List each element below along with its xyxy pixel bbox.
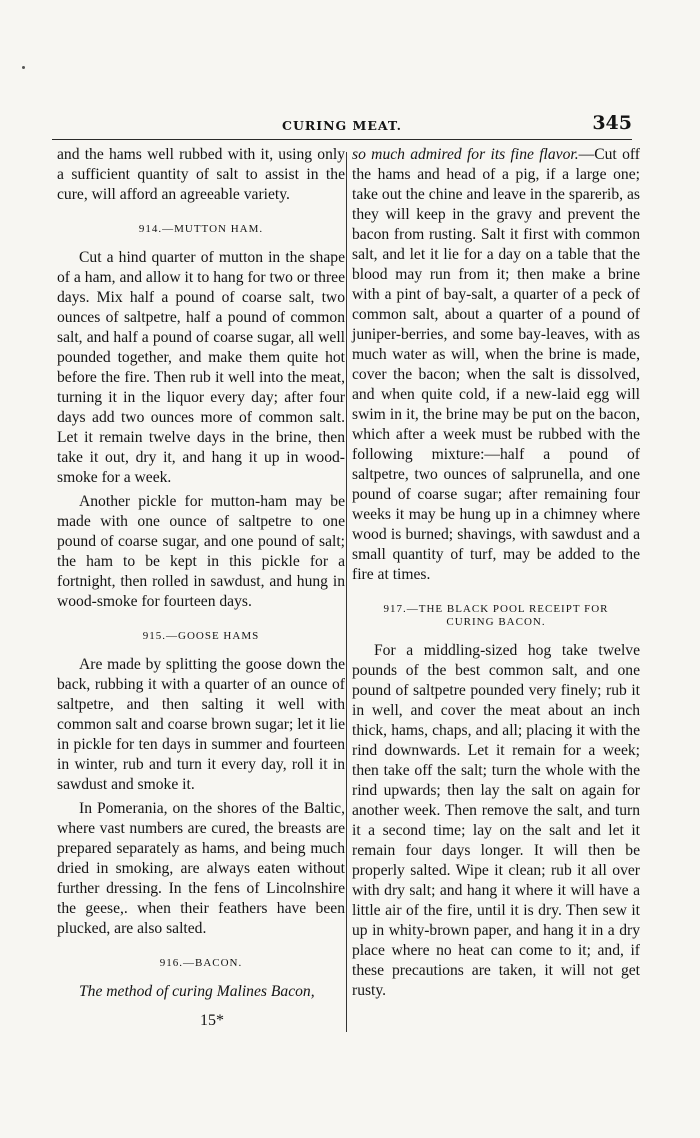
paragraph: Are made by splitting the goose down the back, rubbing it with a quarter of an ounce of saltpetre, and then salting it well with common salt and coarse brown sugar; let it lie in pickle for ten days in summer and fourteen in winter, rub and turn it every day, roll it in sawdust and smoke it. [57, 656, 345, 793]
left-column [57, 145, 345, 1006]
paragraph: The method of curing Malines Bacon, [79, 983, 315, 1000]
signature-mark: 15* [200, 1012, 224, 1029]
heading-line: CURING BACON. [446, 616, 546, 628]
heading-line: 917.—THE BLACK POOL RECEIPT FOR [383, 603, 609, 615]
recipe-heading-915: 915.—GOOSE HAMS [142, 630, 260, 642]
paragraph [352, 145, 640, 585]
recipe-heading-917 [352, 603, 640, 629]
column-divider [346, 152, 347, 1032]
recipe-heading-916: 916.—BACON. [159, 957, 243, 969]
recipe-heading-914: 914.—MUTTON HAM. [138, 223, 264, 235]
stray-mark [22, 66, 25, 69]
page-number: 345 [592, 112, 632, 134]
paragraph: In Pomerania, on the shores of the Baltic, where vast numbers are cured, the breasts are prepared separately as hams, and being much dried in smoking, are always eaten without further dressing. In the fens of Lincolnshire the geese,. when their feathers have been plucked, are also salted. [57, 800, 345, 937]
paragraph: and the hams well rubbed with it, using only a sufficient quantity of salt to assist in the cure, will afford an agreeable variety. [57, 146, 345, 203]
paragraph: For a middling-sized hog take twelve pounds of the best common salt, and one pound of saltpetre pounded very finely; rub it in well, and cover the meat about an inch thick, hams, chaps, and all; placing it with the rind downwards. Let it remain for a week; then take off the salt; turn the whole with the rind upwards; then lay the salt on again for another week. Then remove the salt, and turn it a second time; lay on the salt and let it remain four days longer. It will then be properly salted. Wipe it clean; rub it all over with dry salt; and hang it where it will have a little air of the fire, until it is dry. Then sew it up in whity-brown paper, and hang it in a dry place where no heat can come to it; and, if these precautions are taken, it will not get rusty. [352, 642, 640, 999]
paragraph: Another pickle for mutton-ham may be made with one ounce of saltpetre to one pound of coarse sugar, and one pound of salt; the ham to be kept in this pickle for a fortnight, then rolled in sawdust, and hung in wood-smoke for fourteen days. [57, 493, 345, 610]
italic-text: so much admired for its fine flavor. [352, 146, 579, 163]
right-column [352, 145, 640, 1005]
paragraph: Cut a hind quarter of mutton in the shape of a ham, and allow it to hang for two or three days. Mix half a pound of coarse salt, two ounces of saltpetre, half a pound of common salt, and half a pound of coarse sugar, all well pounded together, and make them quite hot before the fire. Then rub it well into the meat, turning it in the liquor every day; after four days add two ounces more of common salt. Let it remain twelve days in the brine, then take it out, dry it, and hang it up in wood-smoke for a week. [57, 249, 345, 486]
page-header [52, 112, 632, 138]
header-rule [52, 139, 632, 140]
paragraph-text: —Cut off the hams and head of a pig, if a large one; take out the chine and leave in the sparerib, as they will keep in the gravy and prevent the bacon from rusting. Salt it first with common salt, and let it lie for a day on a table that the blood may run from it; then make a brine with a pint of bay-salt, a quarter of a peck of common salt, about a quarter of a pound of juniper-berries, and some bay-leaves, with as much water as will, when the brine is made, cover the bacon; when the salt is dissolved, and when quite cold, if a new-laid egg will swim in it, the brine may be put on the bacon, which after a week must be rubbed with the following mixture:—half a pound of saltpetre, two ounces of salprunella, and one pound of coarse sugar; after remaining four weeks it may be hung up in a chimney where wood is burned; shavings, with sawdust and a small quantity of turf, may be added to the fire at times. [352, 146, 640, 583]
running-head: CURING MEAT. [282, 118, 402, 133]
